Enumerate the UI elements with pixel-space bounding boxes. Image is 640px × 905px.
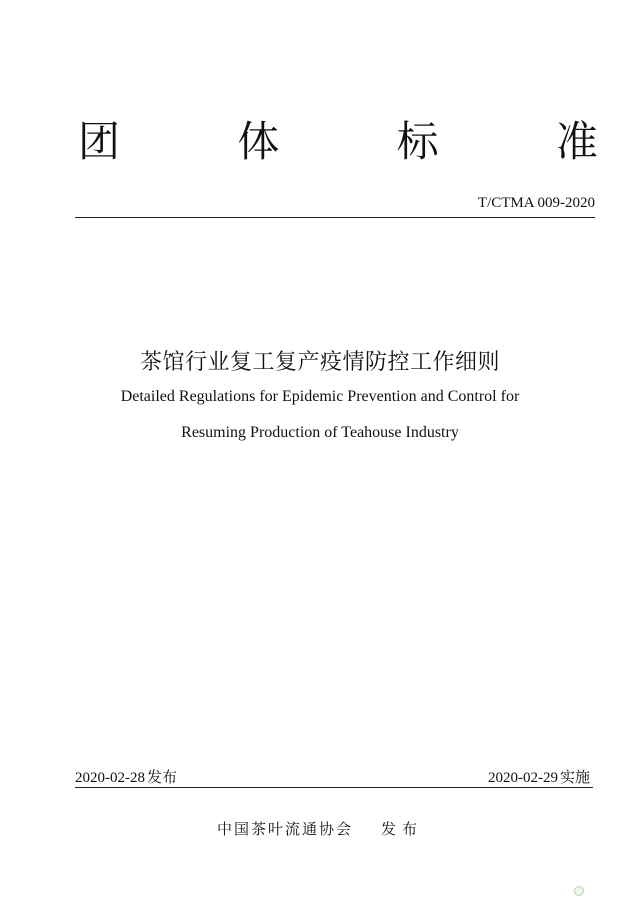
title-english-line1: Detailed Regulations for Epidemic Prevention and Control for [120,388,520,405]
corner-dot-icon [574,886,584,896]
title-english-line2: Resuming Production of Teahouse Industry [181,424,459,441]
top-divider [75,217,595,218]
publisher-organization: 中国茶叶流通协会 [216,820,353,838]
issue-label: 发布 [147,768,178,786]
standard-type-char: 团 [78,117,121,166]
standard-type-char: 准 [555,117,598,166]
publisher-action: 发布 [381,820,424,838]
standard-type-char: 标 [396,117,439,166]
title-chinese: 茶馆行业复工复产疫情防控工作细则 [139,350,500,375]
implement-date: 2020-02-29 [487,770,558,786]
standard-code: T/CTMA 009-2020 [477,195,595,211]
standard-type-char: 体 [237,117,280,166]
implement-label: 实施 [559,768,590,786]
bottom-divider [75,787,593,788]
standard-type-heading [78,112,598,172]
publisher-line [0,818,640,839]
issue-date: 2020-02-28 [75,770,145,786]
issue-date-block [75,766,177,787]
date-row [75,766,590,787]
implement-date-block [488,766,590,787]
